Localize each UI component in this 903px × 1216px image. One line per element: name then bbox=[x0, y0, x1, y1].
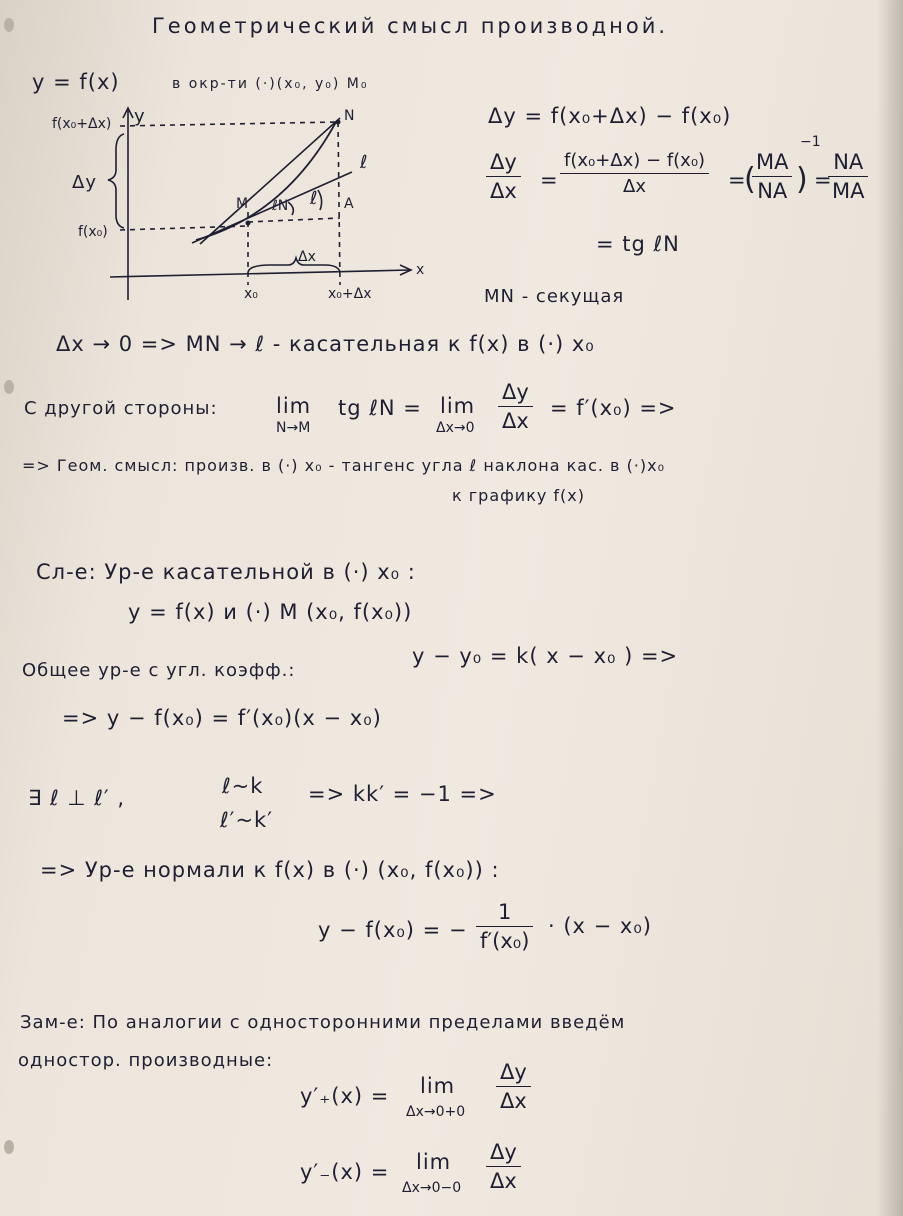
limit-line: Δx → 0 => MN → ℓ - касательная к f(x) в (·) x₀ bbox=[56, 332, 595, 356]
x-axis-line bbox=[110, 270, 410, 277]
frac-increment-den: Δx bbox=[623, 176, 647, 197]
frac-dy-dx-2 bbox=[498, 380, 533, 433]
right-derivative-lhs: y′₊(x) = bbox=[300, 1084, 390, 1108]
label-angle-n: ℓN bbox=[272, 198, 289, 214]
frac-ma-na bbox=[752, 150, 792, 203]
conclusion-line-2: к графику f(x) bbox=[452, 486, 585, 505]
normal-eq-rhs: · (x − x₀) bbox=[548, 914, 652, 938]
label-point-m: M bbox=[236, 196, 251, 212]
normal-eq-num: 1 bbox=[476, 900, 533, 927]
frac-dy-dx bbox=[486, 150, 521, 203]
label-f-x0-dx: f(x₀+Δx) bbox=[52, 116, 112, 132]
dy-definition: Δy = f(x₀+Δx) − f(x₀) bbox=[488, 104, 732, 128]
dy-brace bbox=[108, 134, 124, 228]
left-derivative-frac bbox=[486, 1140, 521, 1193]
dx-brace bbox=[248, 258, 340, 272]
angle-arc-n bbox=[288, 202, 293, 215]
label-dx: Δx bbox=[298, 249, 316, 265]
frac-dy-dx-2-num: Δy bbox=[498, 380, 533, 407]
lim-1-sub: N→M bbox=[276, 420, 311, 436]
point-n-marker bbox=[336, 120, 341, 125]
intro-context: в окр-ти (·)(x₀, y₀) M₀ bbox=[172, 76, 369, 92]
remark-line-1: Зам-е: По аналогии с односторонними пределами введём bbox=[20, 1012, 626, 1033]
guide-ma bbox=[248, 218, 340, 222]
label-x-axis: x bbox=[416, 262, 425, 278]
left-derivative-lhs: y′₋(x) = bbox=[300, 1160, 390, 1184]
guide-upper bbox=[120, 122, 338, 126]
derivative-rhs: = f′(x₀) => bbox=[550, 396, 677, 420]
general-eq: y − y₀ = k( x − x₀ ) => bbox=[412, 644, 679, 668]
label-point-n: N bbox=[344, 108, 357, 124]
remark-line-2: одностор. производные: bbox=[18, 1050, 274, 1071]
label-dy: Δy bbox=[72, 172, 97, 193]
other-side-prefix: С другой стороны: bbox=[24, 398, 218, 419]
label-point-a: A bbox=[344, 196, 356, 212]
point-m-marker bbox=[246, 221, 251, 226]
label-f-x0: f(x₀) bbox=[78, 224, 108, 240]
right-derivative-den: Δx bbox=[500, 1089, 527, 1113]
corollary-line-1: y = f(x) и (·) M (x₀, f(x₀)) bbox=[128, 600, 413, 624]
frac-increment bbox=[560, 150, 709, 197]
frac-ma-na-num: MA bbox=[752, 150, 792, 177]
lim-2-sub: Δx→0 bbox=[436, 420, 475, 436]
corollary-header: Сл-е: Ур-е касательной в (·) x₀ : bbox=[36, 560, 416, 584]
intro-function: y = f(x) bbox=[32, 70, 120, 94]
normal-eq-lhs: y − f(x₀) = − bbox=[318, 918, 468, 942]
page-title: Геометрический смысл производной. bbox=[152, 14, 669, 38]
paren-open: ( bbox=[744, 162, 757, 197]
frac-na-ma-num: NA bbox=[828, 150, 868, 177]
tg-expression: = tg ℓN bbox=[596, 232, 680, 256]
frac-increment-num: f(x₀+Δx) − f(x₀) bbox=[560, 150, 709, 174]
left-derivative-num: Δy bbox=[486, 1140, 521, 1167]
frac-dy-num: Δy bbox=[486, 150, 521, 177]
power-minus-one: −1 bbox=[800, 134, 821, 150]
angle-arc-l bbox=[318, 190, 322, 210]
general-eq-label: Общее ур-е с угл. коэфф.: bbox=[22, 660, 296, 681]
left-derivative-sub: Δx→0−0 bbox=[402, 1180, 462, 1196]
normal-eq-den: f′(x₀) bbox=[480, 929, 530, 953]
frac-na-ma bbox=[828, 150, 868, 203]
secant-line bbox=[200, 118, 340, 244]
lp-kp-relation: ℓ′~k′ bbox=[220, 808, 273, 832]
right-derivative-frac bbox=[496, 1060, 531, 1113]
frac-dy-den: Δx bbox=[490, 179, 517, 203]
right-derivative-sub: Δx→0+0 bbox=[406, 1104, 466, 1120]
guide-vert-n bbox=[338, 122, 340, 285]
right-derivative-num: Δy bbox=[496, 1060, 531, 1087]
eq-sign-1: = bbox=[540, 168, 559, 192]
perp-condition: ∃ ℓ ⊥ ℓ′ , bbox=[28, 786, 126, 810]
kk-relation: => kk′ = −1 => bbox=[308, 782, 497, 806]
l-k-relation: ℓ~k bbox=[222, 774, 264, 798]
lim-2: lim bbox=[440, 394, 476, 418]
paren-close: ) bbox=[796, 162, 809, 197]
normal-eq-frac bbox=[476, 900, 533, 953]
label-x0: x₀ bbox=[244, 286, 258, 302]
tangent-eq-result: => y − f(x₀) = f′(x₀)(x − x₀) bbox=[62, 706, 382, 730]
normal-header: => Ур-е нормали к f(x) в (·) (x₀, f(x₀)) : bbox=[40, 858, 500, 882]
tg-ln: tg ℓN = bbox=[338, 396, 422, 420]
frac-dy-dx-2-den: Δx bbox=[502, 409, 529, 433]
label-angle-l: ℓ bbox=[310, 188, 319, 209]
right-derivative-lim: lim bbox=[420, 1074, 456, 1098]
left-derivative-den: Δx bbox=[490, 1169, 517, 1193]
label-y-axis: y bbox=[134, 106, 146, 127]
label-tangent: ℓ bbox=[360, 152, 369, 173]
label-x0-dx: x₀+Δx bbox=[328, 286, 372, 302]
frac-ma-na-den: NA bbox=[757, 179, 788, 203]
eq-sign-3: = bbox=[814, 168, 833, 192]
frac-na-ma-den: MA bbox=[832, 179, 865, 203]
conclusion-line-1: => Геом. смысл: произв. в (·) x₀ - тангенс угла ℓ наклона кас. в (·)x₀ bbox=[22, 456, 666, 475]
secant-label: MN - секущая bbox=[484, 286, 625, 307]
left-derivative-lim: lim bbox=[416, 1150, 452, 1174]
eq-sign-2: = bbox=[728, 168, 747, 192]
lim-1: lim bbox=[276, 394, 312, 418]
